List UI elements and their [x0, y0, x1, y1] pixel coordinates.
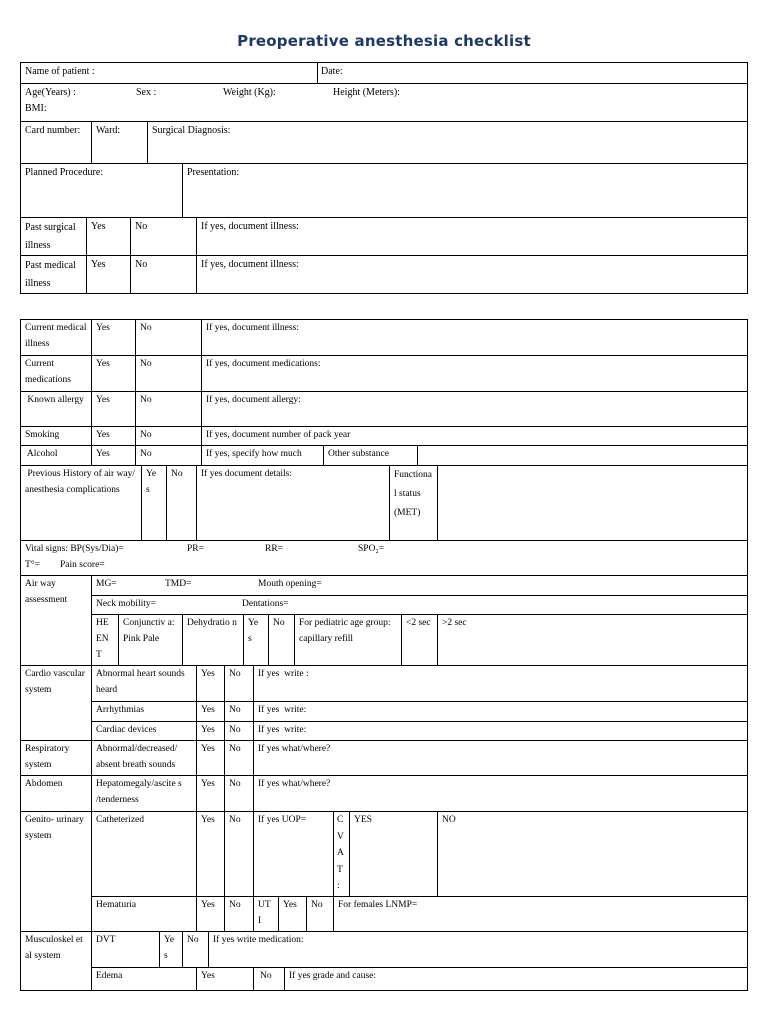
musculoskeletal-label: Musculoskel etal system: [25, 935, 83, 961]
past-surgical-label: Past surgical illness: [25, 222, 76, 251]
cardiac-devices-yes: Yes: [201, 725, 215, 735]
dentations-label: Dentations=: [242, 599, 289, 609]
bmi-label: BMI:: [25, 103, 47, 114]
alcohol-if-yes: If yes, specify how much: [206, 449, 302, 459]
past-surgical-if-yes: If yes, document illness:: [201, 221, 299, 232]
vital-signs-rr: RR=: [265, 544, 284, 554]
cardiac-devices-detail-cell[interactable]: [253, 721, 748, 741]
planned-procedure-label: Planned Procedure:: [25, 167, 104, 178]
respiratory-label: Respiratory system: [25, 744, 70, 770]
hematuria-yes: Yes: [201, 900, 215, 910]
smoking-label: Smoking: [25, 430, 60, 440]
current-medical-label: Current medical illness: [25, 323, 87, 349]
surgical-diagnosis-label: Surgical Diagnosis:: [152, 125, 231, 136]
hepatomegaly-no: No: [229, 779, 241, 789]
known-allergy-if-yes: If yes, document allergy:: [206, 395, 301, 405]
name-of-patient-label: Name of patient :: [25, 66, 95, 77]
dvt-ye: Ye: [164, 935, 175, 945]
past-medical-if-yes: If yes, document illness:: [201, 259, 299, 270]
past-medical-label: Past medical illness: [25, 260, 76, 289]
past-surgical-yes: Yes: [91, 221, 106, 232]
uop-label: If yes UOP=: [258, 815, 307, 825]
vital-signs-pr: PR=: [187, 544, 204, 554]
past-medical-yes: Yes: [91, 259, 106, 270]
airway-label: Air way assessment: [25, 579, 68, 605]
genito-label: Genito- urinary system: [25, 815, 84, 841]
uti-no: No: [311, 900, 323, 910]
edema-no: No: [260, 971, 272, 981]
hepatomegaly-label: Hepatomegaly/ascite s /tenderness: [96, 779, 182, 805]
presentation-label: Presentation:: [187, 167, 240, 178]
abnormal-heart-if-yes: If yes write :: [258, 669, 309, 679]
current-medical-no: No: [140, 323, 152, 333]
current-medical-if-yes: If yes, document illness:: [206, 323, 299, 333]
date-label: Date:: [321, 66, 343, 77]
abnormal-breath-yes: Yes: [201, 744, 215, 754]
cvat-no: NO: [442, 815, 456, 825]
smoking-yes: Yes: [96, 430, 110, 440]
cardiac-devices-no: No: [229, 725, 241, 735]
height-label: Height (Meters):: [333, 87, 400, 98]
functional-status-value-cell[interactable]: [437, 465, 748, 541]
cap-refill-gt2-cell[interactable]: [437, 614, 748, 666]
catheterized-no: No: [229, 815, 241, 825]
vital-signs-spo2: SPO₂=: [358, 544, 385, 554]
current-medications-yes: Yes: [96, 359, 110, 369]
hematuria-label: Hematuria: [96, 900, 137, 910]
pediatric-label: For pediatric age group: capillary refill: [299, 618, 391, 644]
dehydration-no: No: [273, 618, 285, 628]
abnormal-breath-no: No: [229, 744, 241, 754]
dehydration-label: Dehydratio n: [187, 618, 237, 628]
hematuria-no: No: [229, 900, 241, 910]
cap-refill-lt2: <2 sec: [406, 618, 431, 628]
cap-refill-gt2: >2 sec: [442, 618, 467, 628]
arrhythmias-no: No: [229, 705, 241, 715]
edema-yes: Yes: [201, 971, 215, 981]
conjunctiva-label: Conjunctiv a: Pink Pale: [123, 618, 175, 644]
smoking-no: No: [140, 430, 152, 440]
current-medications-no: No: [140, 359, 152, 369]
dvt-if-yes: If yes write medication:: [213, 935, 304, 945]
dvt-no: No: [187, 935, 199, 945]
cvat-no-cell[interactable]: [437, 811, 748, 897]
catheterized-yes: Yes: [201, 815, 215, 825]
abnormal-breath-label: Abnormal/decreased/ absent breath sounds: [96, 744, 178, 770]
arrhythmias-yes: Yes: [201, 705, 215, 715]
cvat-yes: YES: [354, 815, 372, 825]
mg-label: MG=: [96, 579, 117, 589]
lnmp-label: For females LNMP=: [338, 900, 418, 910]
previous-history-if-yes: If yes document details:: [201, 469, 293, 479]
neck-mobility-label: Neck mobility=: [96, 599, 156, 609]
previous-history-s: s: [146, 485, 150, 495]
abnormal-heart-detail-cell[interactable]: [253, 665, 748, 702]
known-allergy-label: Known allergy: [25, 395, 84, 405]
abnormal-heart-label: Abnormal heart sounds heard: [96, 669, 185, 695]
functional-status-label: Functional status (MET): [394, 470, 432, 518]
past-medical-no: No: [135, 259, 148, 270]
edema-if-yes: If yes grade and cause:: [289, 971, 377, 981]
card-number-label: Card number:: [25, 125, 81, 136]
current-medical-yes: Yes: [96, 323, 110, 333]
past-surgical-no: No: [135, 221, 148, 232]
uti-yes: Yes: [283, 900, 297, 910]
other-substance-label: Other substance: [328, 449, 389, 459]
tmd-label: TMD=: [165, 579, 192, 589]
abdomen-label: Abdomen: [25, 779, 63, 789]
hepatomegaly-if-yes: If yes what/where?: [258, 779, 331, 789]
other-substance-detail-cell[interactable]: [417, 445, 748, 466]
vital-signs-bp: Vital signs: BP(Sys/Dia)=: [25, 544, 124, 554]
abnormal-heart-yes: Yes: [201, 669, 215, 679]
presentation-cell[interactable]: [182, 163, 748, 218]
hepatomegaly-yes: Yes: [201, 779, 215, 789]
page-title: Preoperative anesthesia checklist: [237, 32, 531, 50]
cardio-label: Cardio vascular system: [25, 669, 85, 695]
vital-signs-pain: Pain score=: [60, 560, 105, 570]
heent-label: HE EN T: [96, 618, 109, 660]
ward-label: Ward:: [96, 125, 121, 136]
surgical-diagnosis-cell[interactable]: [147, 121, 748, 164]
abnormal-breath-if-yes: If yes what/where?: [258, 744, 331, 754]
alcohol-yes: Yes: [96, 449, 110, 459]
cardiac-devices-if-yes: If yes write:: [258, 725, 307, 735]
age-label: Age(Years) :: [25, 87, 76, 98]
known-allergy-no: No: [140, 395, 152, 405]
alcohol-label: Alcohol: [25, 449, 58, 459]
mouth-opening-label: Mouth opening=: [258, 579, 322, 589]
arrhythmias-detail-cell[interactable]: [253, 701, 748, 722]
dehydration-ye: Ye: [248, 618, 259, 628]
arrhythmias-label: Arrhythmias: [96, 705, 145, 715]
previous-history-label: Previous History of air way/ anesthesia complications: [25, 469, 138, 495]
dvt-label: DVT: [96, 935, 116, 945]
uti-label: UT I: [258, 900, 271, 926]
arrhythmias-if-yes: If yes write:: [258, 705, 307, 715]
current-medications-if-yes: If yes, document medications:: [206, 359, 321, 369]
current-medications-label: Current medications: [25, 359, 71, 385]
dvt-s: s: [164, 951, 168, 961]
neck-mobility-cell[interactable]: [91, 595, 748, 615]
sex-label: Sex :: [136, 87, 157, 98]
catheterized-label: Catheterized: [96, 815, 145, 825]
dehydration-s: s: [248, 634, 252, 644]
smoking-if-yes: If yes, document number of pack year: [206, 430, 351, 440]
weight-label: Weight (Kg):: [223, 87, 276, 98]
edema-label: Edema: [96, 971, 123, 981]
cvat-label: C V A T :: [337, 815, 344, 891]
alcohol-no: No: [140, 449, 152, 459]
known-allergy-yes: Yes: [96, 395, 110, 405]
cardiac-devices-label: Cardiac devices: [96, 725, 157, 735]
previous-history-no: No: [171, 469, 183, 479]
abnormal-heart-no: No: [229, 669, 241, 679]
date-cell[interactable]: [317, 62, 748, 84]
previous-history-ye: Ye: [146, 469, 157, 479]
vital-signs-temp: T°=: [25, 560, 40, 570]
